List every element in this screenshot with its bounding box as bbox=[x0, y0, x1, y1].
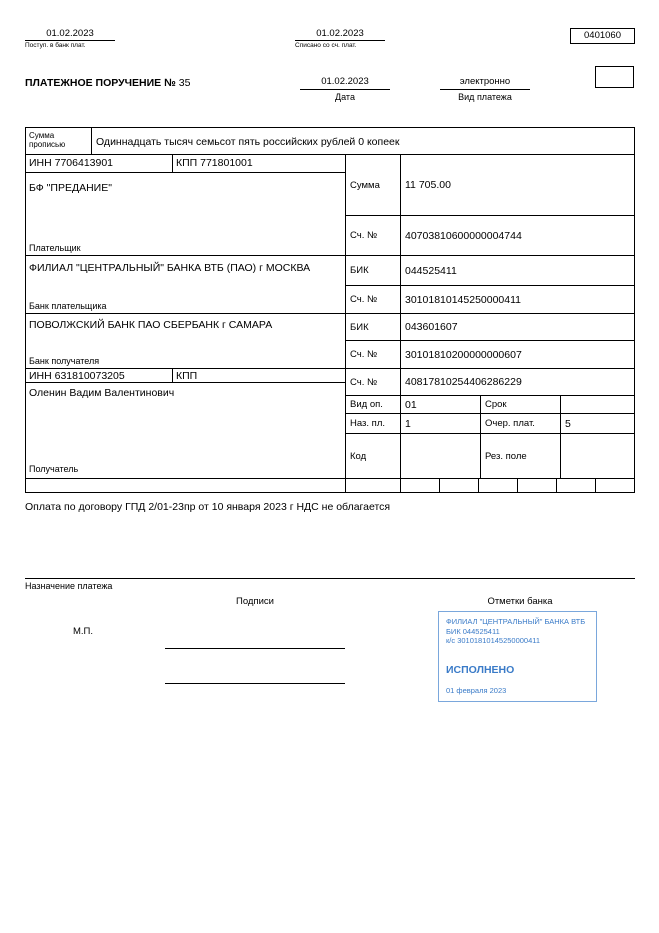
term-value bbox=[560, 395, 635, 414]
stamp-corr-account: к/с 30101810145250000411 bbox=[446, 636, 541, 645]
payee-kpp: КПП bbox=[172, 368, 346, 383]
purpose-line bbox=[25, 578, 635, 579]
debited-date-label: Списано со сч. плат. bbox=[295, 42, 357, 49]
payer-bank-cell bbox=[25, 255, 346, 314]
strip-cell bbox=[345, 478, 401, 493]
doc-date-label: Дата bbox=[335, 92, 355, 102]
payer-kpp: КПП 771801001 bbox=[172, 154, 346, 173]
debited-date: 01.02.2023 bbox=[295, 28, 385, 41]
stamp-place-label: М.П. bbox=[73, 626, 94, 637]
payee-name: Оленин Вадим Валентинович bbox=[29, 387, 175, 399]
term-label: Срок bbox=[480, 395, 561, 414]
payer-bank-bik: 044525411 bbox=[400, 255, 635, 286]
payee-bank-section-label: Банк получателя bbox=[29, 356, 100, 366]
priority-label: Очер. плат. bbox=[480, 413, 561, 434]
payee-account: 40817810254406286229 bbox=[400, 368, 635, 396]
payee-inn: ИНН 631810073205 bbox=[25, 368, 173, 383]
priority-value: 5 bbox=[560, 413, 635, 434]
payment-kind-block bbox=[440, 76, 530, 102]
strip-cell bbox=[556, 478, 596, 493]
payment-kind: электронно bbox=[440, 76, 530, 90]
stamp-bank-name: ФИЛИАЛ "ЦЕНТРАЛЬНЫЙ" БАНКА ВТБ bbox=[446, 617, 586, 626]
payee-account-label: Сч. № bbox=[345, 368, 401, 396]
purpose-label: Назначение платежа bbox=[25, 581, 113, 591]
doc-date-block bbox=[300, 76, 390, 102]
payee-bank-cell bbox=[25, 313, 346, 369]
form-code-box: 0401060 bbox=[570, 28, 635, 44]
title-text: ПЛАТЕЖНОЕ ПОРУЧЕНИЕ № bbox=[25, 77, 176, 89]
purpose-code-value: 1 bbox=[400, 413, 481, 434]
payer-section-label: Плательщик bbox=[29, 243, 81, 253]
bank-marks-label: Отметки банка bbox=[487, 596, 553, 607]
purpose-code-label: Наз. пл. bbox=[345, 413, 401, 434]
payer-bank-name: ФИЛИАЛ "ЦЕНТРАЛЬНЫЙ" БАНКА ВТБ (ПАО) г МОСКВА bbox=[29, 262, 311, 274]
payer-bank-section-label: Банк плательщика bbox=[29, 301, 107, 311]
strip-cell bbox=[478, 478, 518, 493]
received-date: 01.02.2023 bbox=[25, 28, 115, 41]
payee-bank-name: ПОВОЛЖСКИЙ БАНК ПАО СБЕРБАНК г САМАРА bbox=[29, 319, 273, 331]
document-title bbox=[25, 77, 190, 89]
strip-cell bbox=[400, 478, 440, 493]
bank-stamp bbox=[438, 611, 597, 702]
payer-account: 40703810600000004744 bbox=[400, 215, 635, 256]
strip-cell bbox=[439, 478, 479, 493]
payee-bank-account-label: Сч. № bbox=[345, 340, 401, 369]
payee-bank-bik-label: БИК bbox=[345, 313, 401, 341]
strip-cell bbox=[25, 478, 346, 493]
debited-date-block bbox=[295, 28, 385, 49]
op-type-value: 01 bbox=[400, 395, 481, 414]
received-date-block bbox=[25, 28, 115, 49]
payee-bank-account: 30101810200000000607 bbox=[400, 340, 635, 369]
document-number: 35 bbox=[178, 77, 191, 89]
payer-name: БФ "ПРЕДАНИЕ" bbox=[29, 182, 112, 194]
payer-bank-account: 30101810145250000411 bbox=[400, 285, 635, 314]
stamp-date: 01 февраля 2023 bbox=[446, 685, 507, 695]
payer-inn: ИНН 7706413901 bbox=[25, 154, 173, 173]
payee-bank-bik: 043601607 bbox=[400, 313, 635, 341]
payee-section-label: Получатель bbox=[29, 464, 79, 474]
code-label: Код bbox=[345, 433, 401, 479]
stamp-status: ИСПОЛНЕНО bbox=[446, 663, 515, 676]
payer-cell bbox=[25, 172, 346, 256]
stamp-bik: БИК 044525411 bbox=[446, 626, 500, 636]
op-type-label: Вид оп. bbox=[345, 395, 401, 414]
signature-line-2 bbox=[165, 683, 345, 684]
amount-words-label: Сумма прописью bbox=[25, 127, 92, 156]
reserve-field-value bbox=[560, 433, 635, 479]
amount-label: Сумма bbox=[345, 154, 401, 216]
strip-cell bbox=[595, 478, 635, 493]
reserve-field-label: Рез. поле bbox=[480, 433, 561, 479]
payer-account-label: Сч. № bbox=[345, 215, 401, 256]
amount-words-value: Одиннадцать тысяч семьсот пять российских рублей 0 копеек bbox=[91, 127, 635, 156]
code-value bbox=[400, 433, 481, 479]
doc-date: 01.02.2023 bbox=[300, 76, 390, 90]
payer-bank-account-label: Сч. № bbox=[345, 285, 401, 314]
payment-kind-label: Вид платежа bbox=[458, 92, 512, 102]
payment-type-box bbox=[595, 66, 634, 88]
purpose-text: Оплата по договору ГПД 2/01-23пр от 10 января 2023 г НДС не облагается bbox=[25, 501, 391, 513]
amount-value: 11 705.00 bbox=[400, 154, 635, 216]
signature-line-1 bbox=[165, 648, 345, 649]
signatures-label: Подписи bbox=[236, 596, 274, 607]
received-date-label: Поступ. в банк плат. bbox=[25, 42, 86, 49]
strip-cell bbox=[517, 478, 557, 493]
payee-cell bbox=[25, 382, 346, 479]
payer-bank-bik-label: БИК bbox=[345, 255, 401, 286]
